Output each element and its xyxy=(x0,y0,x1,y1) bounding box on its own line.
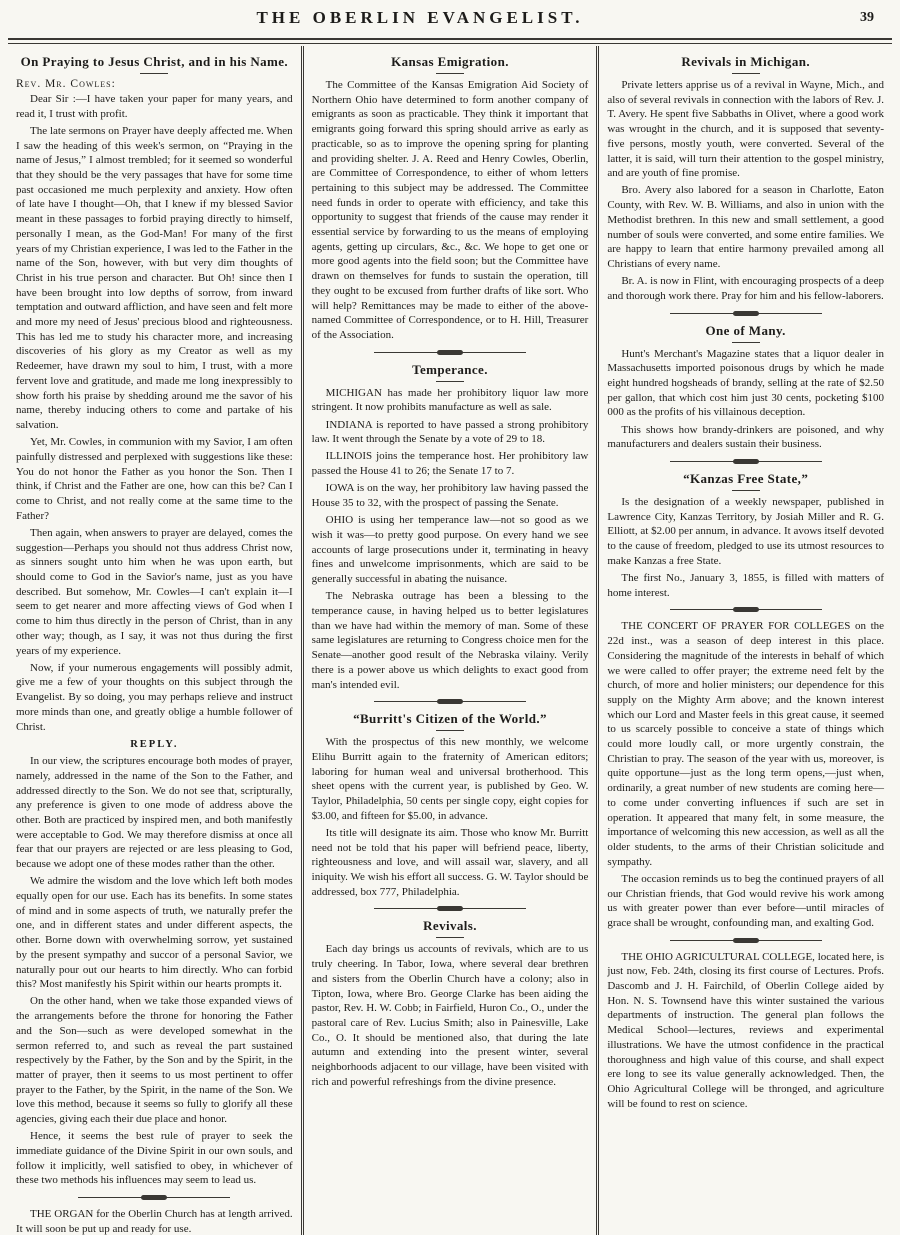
article-paragraph: Bro. Avery also labored for a season in Charlotte, Eaton County, with Rev. W. B. Williams, and also in union with the Methodist brethren. In this new and small settlement, a good number of souls were converted, and some entire families. We are happy to learn that entire harmony prevailed among all Christians of every name. xyxy=(607,184,885,270)
article-paragraph: On the other hand, when we take those expanded views of the arrangements before the throne for honoring the Father and the Son—such as were developed somewhat in the sermon referred to, and such as reveal the part sustained respectively by the Father, by the Son and by the Spirit, in the matter of prayer, then it seems to us most pertinent to offer prayer to the Father, by the Spirit, in the name of the Son. We love this method, because it seems so fully to glorify all these agencies, giving each their due place and honor. xyxy=(16,995,293,1126)
page-number: 39 xyxy=(860,10,874,25)
article-heading: “Burritt's Citizen of the World.” xyxy=(312,711,589,731)
article-paragraph: INDIANA is reported to have passed a strong prohibitory law. It went through the Senate by a vote of 29 to 18. xyxy=(311,418,589,446)
article-heading: Revivals. xyxy=(312,918,589,938)
article-heading: On Praying to Jesus Christ, and in his Name. xyxy=(16,54,293,74)
article-heading: Revivals in Michigan. xyxy=(607,54,884,74)
article-paragraph: IOWA is on the way, her prohibitory law having passed the House 35 to 32, with the prospect of passing the Senate. xyxy=(311,482,589,510)
article-divider xyxy=(670,461,822,462)
article-paragraph: The Committee of the Kansas Emigration Aid Society of Northern Ohio have determined to form another company of emigrants as soon as practicable. They think it important that emigrants going forward this spring should arrive as early as practicable, so as to improve the opening spring for planting and providing shelter. J. A. Reed and Henry Cowles, Oberlin, are Committee of Correspondence, to either of whom letters pertaining to this subject may be addressed. The Committee need funds in order to operate with efficiency, and take this opportunity to suggest that friends of the cause may render it essential service by forwarding to us the means of employing agents, getting up circulars, &c., &c. We hope to get one or more good agents into the field soon; but the Committee have drawn on themselves for funds to sustain the operation, till they ought to be excused from further drafts of like sort. Who will help? Remittances may be made to either of the above-named Committee of Correspondence, or to H. Hill, Treasurer of the Association. xyxy=(311,79,589,341)
article-paragraph: Private letters apprise us of a revival in Wayne, Mich., and also of several revivals in connection with the labors of Rev. J. T. Avery. He spent five Sabbaths in Olivet, where a good work was wrought in the church, and it is supposed that seventy-five persons, mostly youth, were converted. Several of the latter, it is said, will turn their attention to the gospel ministry, and are youth of fine promise. xyxy=(607,79,885,180)
article-paragraph: The Nebraska outrage has been a blessing to the temperance cause, in having helped us to better legislatures than we have had within the memory of man. Some of these same legislatures are returning to Congress choice men for the Senate—another good result of the Nebraska vilainy. Verily there is a power above us which delights to exact good from man's intended evil. xyxy=(311,590,589,691)
article-paragraph: THE OHIO AGRICULTURAL COLLEGE, located here, is just now, Feb. 24th, closing its first course of Lectures. Profs. Dascomb and J. H. Fairchild, of Oberlin College aided by Hon. N. S. Townsend have this winter sustained the various departments of instruction. The general plan follows the Medical School—lectures, reviews and experimental illustrations. We have the utmost confidence in the practical thoroughness and high value of this course, and shall expect ere long to see its value generally acknowledged. Then, the Ohio Agricultural College will be thronged, and agriculture will be found to rest on science. xyxy=(607,950,885,1110)
article-paragraph: Hunt's Merchant's Magazine states that a liquor dealer in Massachusetts imported poisonous drugs by which he made eight hundred hogsheads of brandy, selling at the rate of $2.50 per gallon, that which cost him just 30 cents, pocketing $100 000 as the profits of his villainous deception. xyxy=(607,347,885,419)
article-divider xyxy=(670,313,822,314)
article-paragraph: With the prospectus of this new monthly, we welcome Elihu Burritt again to the fraternity of American editors; laboring for human weal and universal brotherhood. This sheet opens with the current year, is published by Geo. W. Taylor, Philadelphia, 50 cents per single copy, eight copies for $3.00, and fifteen for $5.00, in advance. xyxy=(311,736,589,822)
article-paragraph: MICHIGAN has made her prohibitory liquor law more stringent. It now prohibits manufacture as well as sale. xyxy=(311,386,589,414)
article-divider xyxy=(374,908,526,909)
article-paragraph: THE CONCERT OF PRAYER FOR COLLEGES on the 22d inst., was a season of deep interest in this place. Considering the magnitude of the interests in behalf of which we were called to offer prayer; the extreme need felt by the church, of more and holier ministers; our dependence for this supply on the Mighty Arm above; and the known interest which our Lord and Master feels in this great cause, it seemed to us scarcely possible to conceive a state of things which could more loudly call, or more urgently constrain, the Christian to pray. The season of the year with us, moreover, is quite opportune—just as the long term opens,—just when, ordinarily, a great number of new students are coming here—to come under converting influences if such are set in operation. It appeared that many felt, in some measure, the importance of welcoming this new accession, as well as all the older students, to the arms of their Christian solicitude and sympathy. xyxy=(607,620,885,868)
masthead xyxy=(8,6,892,32)
column-3 xyxy=(596,46,892,1235)
article-heading: One of Many. xyxy=(607,323,884,343)
article-paragraph: Dear Sir :—I have taken your paper for many years, and read it, I trust with profit. xyxy=(16,93,293,120)
column-2 xyxy=(301,46,597,1235)
article-paragraph: Hence, it seems the best rule of prayer to seek the immediate guidance of the Divine Spirit in our own souls, and follow it implicitly, well satisfied to obey, in whichever of these two methods his influences may seem to lead us. xyxy=(16,1130,293,1187)
article-divider xyxy=(374,701,526,702)
article-paragraph: Yet, Mr. Cowles, in communion with my Savior, I am often painfully distressed and perplexed with suggestions like these: You do not honor the Father as you honor the Son. Then I think, if Christ and the Father are one, how can this be? Can I come to Christ, and not really come at the same time to the Father? xyxy=(16,436,293,522)
article-heading: Kansas Emigration. xyxy=(312,54,589,74)
article-divider xyxy=(78,1197,230,1198)
article-paragraph: We admire the wisdom and the love which left both modes equally open for our use. Each has its benefits. In some states of mind and in some aspects of truth, we naturally prefer the one, and in different states and under different aspects, the other. Borne down with overwhelming sorrow, yet sustained by the present sympathy and succor of a personal Savior, we naturally pour out our hearts to him directly. Who can forbid this? Most manifestly his Spirit within our hearts prompts it. xyxy=(16,875,293,991)
article-paragraph: In our view, the scriptures encourage both modes of prayer, namely, addressed in the name of the Son to the Father, and addressed directly to the Son. We do not see that, scripturally, any preference is given to one mode of address above the other. Both are practiced by inspired men, and both manifestly were acceptable to God. We may therefore dismiss at once all fear that our prayers are rejected or are less pleasing to God, because we adopt one of these modes rather than the other. xyxy=(16,755,293,871)
article-paragraph: THE ORGAN for the Oberlin Church has at length arrived. It will soon be put up and ready for use. xyxy=(16,1208,293,1235)
column-1 xyxy=(8,46,301,1235)
article-paragraph: Each day brings us accounts of revivals, which are to us truly cheering. In Tabor, Iowa, where several dear brethren and sisters from the Oberlin Church have a colony; also in Tipton, Iowa, where Bro. George Clarke has been aiding the pastor, Rev. H. W. Cobb; in Fairfield, Huron Co., O., under the pastoral care of Rev. Lucius Smith; also in Painesville, Lake Co., O. It should be mentioned also, that during the late autumn and extending into the present winter, several neighborhoods adjacent to our village, have been visited with rich and powerful refreshings from the divine presence. xyxy=(311,943,589,1088)
article-paragraph: Then again, when answers to prayer are delayed, comes the suggestion—Perhaps you should not thus address Christ now, as sinners sought unto him when he was upon earth, but should come to God in the Savior's name, just as you have described. But somehow, Mr. Cowles—I can't explain it—I seem to get nearer and more affecting views of God when I come to him thus directly in the person of Christ, than in any other way; though, as I say, it was not thus during the first years of my experience. xyxy=(16,526,293,657)
article-subhead: REPLY. xyxy=(130,739,179,751)
article-divider xyxy=(670,940,822,941)
article-paragraph: ILLINOIS joins the temperance host. Her prohibitory law passed the House 41 to 26; the Senate 17 to 7. xyxy=(311,450,589,478)
article-paragraph: Is the designation of a weekly newspaper, published in Lawrence City, Kanzas Territory, by Josiah Miller and R. G. Elliott, at $2.00 per annum, in advance. It avows itself devoted to the cause of freedom, pledged to use its utmost resources to make Kanzas a free State. xyxy=(607,495,885,567)
article-divider xyxy=(670,609,822,610)
masthead-title: THE OBERLIN EVANGELIST. xyxy=(256,8,584,27)
article-paragraph: OHIO is using her temperance law—not so good as we wish it was—to pretty good purpose. On every hand we see accounts of large prosecutions under it, terminating in heavy fines and unwelcome imprisonments, which are said to be generally successful in abating the nuisance. xyxy=(311,514,589,586)
article-divider xyxy=(374,352,526,353)
article-paragraph: The first No., January 3, 1855, is filled with matters of home interest. xyxy=(607,571,885,599)
article-paragraph: The occasion reminds us to beg the continued prayers of all our Christian friends, that God would revive his work among us with greater power than ever before—until miracles of grace shall be wrought, confounding man, and exalting God. xyxy=(607,872,885,929)
article-heading: Temperance. xyxy=(312,362,589,382)
article-paragraph: The late sermons on Prayer have deeply affected me. When I saw the heading of this week's sermon, on “Praying in the name of Jesus,” I almost trembled; for it seemed so wonderful that they should be the very passages that have for some time past occasioned me much perplexity and anxiety. How often of late have I thought—Oh, that I knew if my blessed Savior meant in these passages to forbid praying directly to himself, personally I mean, as the God-Man! For many of the first years of my Christian experience, I was led to the Father in the name of the Son, however, with but very dim thoughts of Christ in his true person and character. But Oh! since then I have been brought into low depths of sorrow, from inward temptation and outward affliction, and have seen and felt more and more my need of Jesus' precious blood and righteousness. This has led me to study his character more, and increasing discoveries of his glory as my Creator as well as my Redeemer, have drawn my soul to him, I trust, with a more fervent love and gratitude, and made me long inexpressibly to show forth his praise by shedding around me the savor of his name, thereby inducing others to come and partake of his salvation. xyxy=(16,124,293,431)
article-heading: “Kanzas Free State,” xyxy=(607,471,884,491)
column-container xyxy=(8,46,892,1235)
article-paragraph: This shows how brandy-drinkers are poisoned, and why manufacturers and dealers sustain their business. xyxy=(607,423,885,451)
article-paragraph: Now, if your numerous engagements will possibly admit, give me a few of your thoughts on this subject through the Evangelist. By so doing, you may perhaps relieve and instruct more minds than one, and greatly oblige a humble follower of Christ. xyxy=(16,661,293,733)
masthead-rule xyxy=(8,38,892,44)
article-byline: Rev. Mr. Cowles: xyxy=(16,78,116,90)
article-paragraph: Br. A. is now in Flint, with encouraging prospects of a deep and thorough work there. Pray for him and his fellow-laborers. xyxy=(607,275,885,302)
article-paragraph: Its title will designate its aim. Those who know Mr. Burritt need not be told that his paper will befriend peace, liberty, righteousness and love, and will assail war, slavery, and all iniquity. We wish his effort all success. G. W. Taylor should be addressed, box 777, Philadelphia. xyxy=(311,826,589,898)
